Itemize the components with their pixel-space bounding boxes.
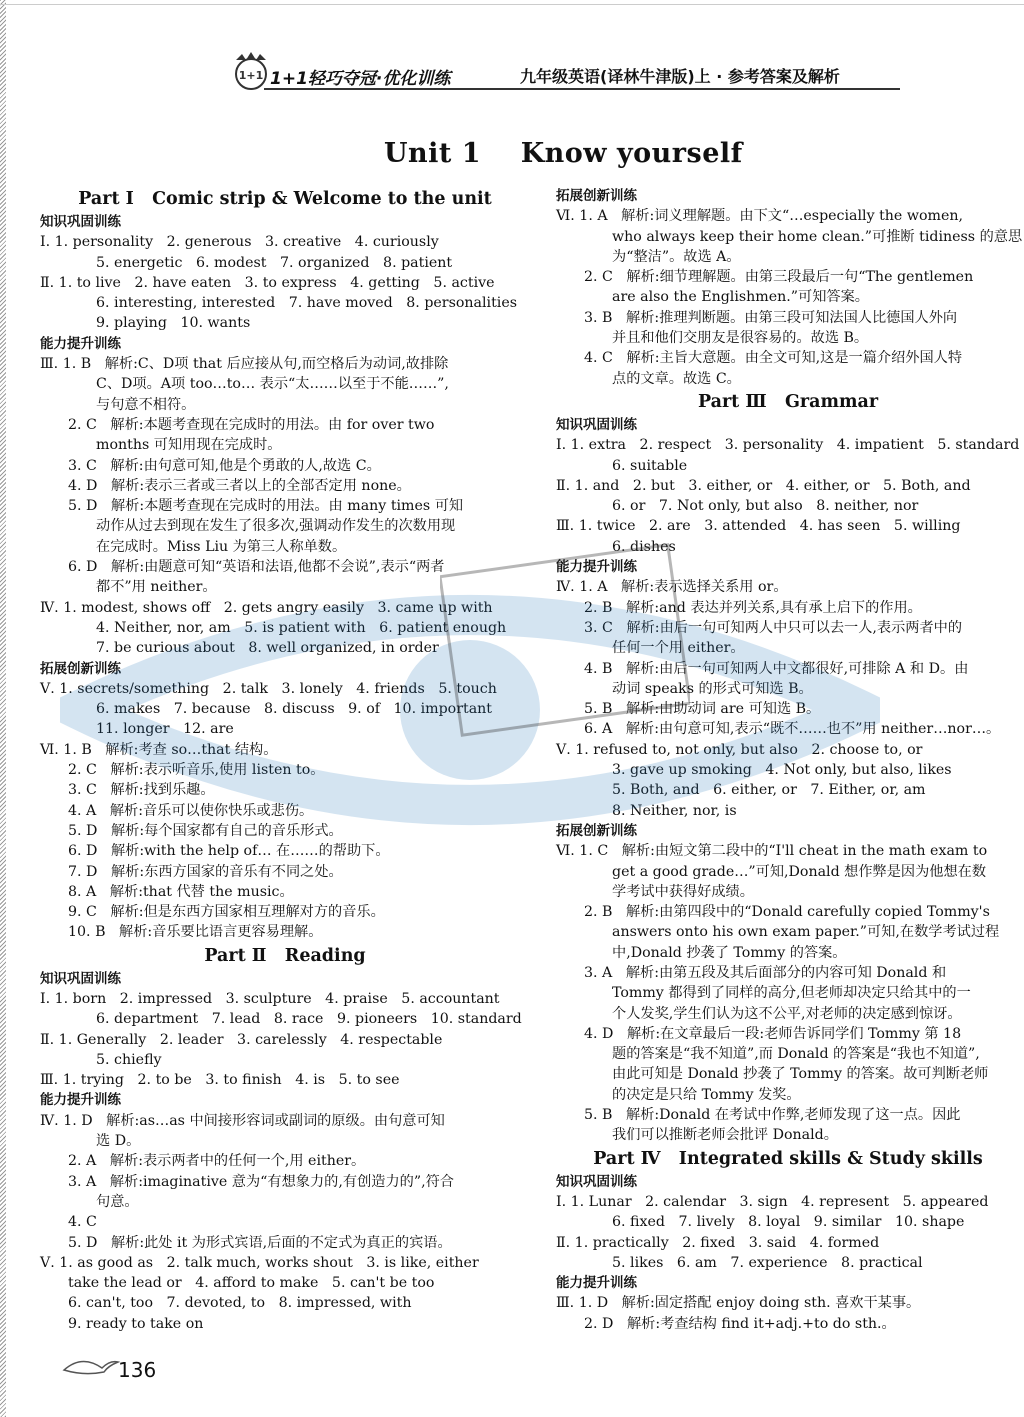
answer-line: 8. A 解析:that 代替 the music。 <box>68 883 294 900</box>
answer-line: 4. B 解析:由后一句可知两人中文都很好,可排除 A 和 D。由 <box>584 660 969 677</box>
page-header <box>210 58 900 92</box>
answer-line: are also the Englishmen.”可知答案。 <box>612 289 869 306</box>
answer-line: 6. A 解析:由句意可知,表示“既不……也不”用 neither…nor…。 <box>584 721 1001 738</box>
answer-line: 5. D 解析:本题考查现在完成时的用法。由 many times 可知 <box>68 498 464 515</box>
answer-line: 2. B 解析:and 表达并列关系,具有承上启下的作用。 <box>584 599 922 616</box>
section-heading: 知识巩固训练 <box>40 970 121 987</box>
answer-line: 2. D 解析:考查结构 find it+adj.+to do sth.。 <box>584 1315 896 1332</box>
answer-line: 3. C 解析:找到乐趣。 <box>68 782 215 799</box>
answer-line: 6. fixed 7. lively 8. loyal 9. similar 10. shape <box>612 1214 965 1231</box>
answer-line: 9. playing 10. wants <box>96 315 251 332</box>
answer-line: 2. A 解析:表示两者中的任何一个,用 either。 <box>68 1153 366 1170</box>
answer-line: Ⅰ. 1. Lunar 2. calendar 3. sign 4. represent 5. appeared <box>556 1193 989 1210</box>
answer-line: 2. C 解析:细节理解题。由第三段最后一句“The gentlemen <box>584 269 974 286</box>
answer-line: 在完成时。Miss Liu 为第三人称单数。 <box>96 538 347 555</box>
answer-line: 我们可以推断老师会批评 Donald。 <box>612 1127 838 1144</box>
answer-line: 5. Both, and 6. either, or 7. Either, or, am <box>612 782 926 799</box>
answer-line: 动词 speaks 的形式可知选 B。 <box>612 680 813 697</box>
answer-line: answers onto his own exam paper.”可知,在数学考试过程 <box>612 924 1000 941</box>
answer-line: get a good grade…”可知,Donald 想作弊是因为他想在数 <box>612 863 987 880</box>
answer-line: Tommy 都得到了同样的高分,但老师却决定只给其中的一 <box>612 985 971 1002</box>
answer-line: 3. C 解析:由句意可知,他是个勇敢的人,故选 C。 <box>68 457 381 474</box>
answer-line: 5. chiefly <box>96 1051 162 1068</box>
answer-line: Ⅵ. 1. A 解析:词义理解题。由下文“…especially the women, <box>556 208 964 225</box>
answer-line: Ⅰ. 1. born 2. impressed 3. sculpture 4. praise 5. accountant <box>40 990 500 1007</box>
answer-line: 6. suitable <box>612 457 688 474</box>
answer-line: 2. C 解析:本题考查现在完成时的用法。由 for over two <box>68 416 435 433</box>
answer-line: Ⅳ. 1. modest, shows off 2. gets angry easily 3. came up with <box>40 599 493 616</box>
section-heading: 知识巩固训练 <box>40 214 121 230</box>
header-subtitle: 九年级英语(译林牛津版)上 · 参考答案及解析 <box>520 67 840 86</box>
header-brand: 1+1轻巧夺冠·优化训练 <box>270 69 451 89</box>
section-heading: 拓展创新训练 <box>556 188 637 204</box>
answer-line: 与句意不相符。 <box>96 396 196 413</box>
section-heading: 知识巩固训练 <box>556 1173 637 1190</box>
answer-line: 中,Donald 抄袭了 Tommy 的答案。 <box>612 944 847 961</box>
answer-line: Ⅳ. 1. A 解析:表示选择关系用 or。 <box>556 579 788 596</box>
answer-line: Ⅵ. 1. B 解析:考查 so…that 结构。 <box>40 741 278 758</box>
answer-line: 9. ready to take on <box>68 1315 204 1332</box>
section-heading: 能力提升训练 <box>40 335 121 352</box>
page-number: 136 <box>118 1358 157 1382</box>
part-heading: Part Ⅰ Comic strip & Welcome to the unit <box>78 189 492 209</box>
answer-line: Ⅱ. 1. and 2. but 3. either, or 4. either, or 5. Both, and <box>556 477 971 494</box>
answer-line: 并且和他们交朋友是很容易的。故选 B。 <box>612 330 869 347</box>
answer-line: 10. B 解析:音乐要比语言更容易理解。 <box>68 924 323 941</box>
answer-line: Ⅰ. 1. extra 2. respect 3. personality 4. impatient 5. standard <box>556 437 1020 454</box>
answer-line: Ⅳ. 1. D 解析:as…as 中间接形容词或副词的原级。由句意可知 <box>40 1112 445 1129</box>
answer-line: 6. makes 7. because 8. discuss 9. of 10. important <box>96 701 492 718</box>
top-border <box>0 0 1024 5</box>
answer-line: Ⅱ. 1. to live 2. have eaten 3. to express 4. getting 5. active <box>40 274 495 291</box>
answer-line: 3. B 解析:推理判断题。由第三段可知法国人比德国人外向 <box>584 309 958 326</box>
answer-line: 7. D 解析:东西方国家的音乐有不同之处。 <box>68 863 343 880</box>
answer-line: Ⅵ. 1. C 解析:由短文第二段中的“I'll cheat in the math exam to <box>556 843 988 860</box>
answer-line: Ⅴ. 1. refused to, not only, but also 2. choose to, or <box>556 741 923 758</box>
answer-line: 5. D 解析:此处 it 为形式宾语,后面的不定式为真正的宾语。 <box>68 1234 452 1251</box>
answer-line: 的决定是只给 Tommy 发奖。 <box>612 1086 801 1103</box>
answer-line: 题的答案是“我不知道”,而 Donald 的答案是“我也不知道”, <box>612 1046 980 1063</box>
answer-line: 为“整洁”。故选 A。 <box>612 248 741 265</box>
answer-line: 都不”用 neither。 <box>96 579 217 596</box>
answer-line: 动作从过去到现在发生了很多次,强调动作发生的次数用现 <box>96 518 456 535</box>
part-heading: Part Ⅲ Grammar <box>697 391 879 412</box>
answer-line: 5. likes 6. am 7. experience 8. practical <box>612 1254 923 1271</box>
answer-line: 9. C 解析:但是东西方国家相互理解对方的音乐。 <box>68 904 385 921</box>
section-heading: 知识巩固训练 <box>556 416 637 433</box>
section-heading: 能力提升训练 <box>556 559 637 576</box>
answer-line: Ⅲ. 1. D 解析:固定搭配 enjoy doing sth. 喜欢干某事。 <box>556 1295 921 1312</box>
header-rule <box>264 88 900 90</box>
answer-line: Ⅱ. 1. practically 2. fixed 3. said 4. formed <box>556 1234 880 1251</box>
answer-line: 5. B 解析:Donald 在考试中作弊,老师发现了这一点。因此 <box>584 1107 961 1124</box>
answer-line: Ⅲ. 1. trying 2. to be 3. to finish 4. is 5. to see <box>40 1072 400 1089</box>
answer-line: 6. department 7. lead 8. race 9. pioneers 10. standard <box>96 1011 522 1028</box>
answer-line: 5. D 解析:每个国家都有自己的音乐形式。 <box>68 822 343 839</box>
answer-line: 11. longer 12. are <box>96 721 234 738</box>
answer-line: months 可知用现在完成时。 <box>96 437 282 454</box>
answer-line: 句意。 <box>96 1193 139 1210</box>
answer-line: Ⅲ. 1. B 解析:C、D项 that 后应接从句,而空格后为动词,故排除 <box>40 356 449 373</box>
bird-icon <box>62 1350 120 1380</box>
answer-line: who always keep their home clean.”可推断 tidiness 的意思 <box>612 228 1023 245</box>
answer-line: 4. D 解析:表示三者或三者以上的全部否定用 none。 <box>68 477 411 494</box>
answer-line: 6. or 7. Not only, but also 8. neither, nor <box>612 498 919 515</box>
answer-line: 4. A 解析:音乐可以使你快乐或悲伤。 <box>68 802 314 819</box>
answer-line: 7. be curious about 8. well organized, in order <box>96 640 439 657</box>
answer-line: 点的文章。故选 C。 <box>612 370 741 387</box>
answer-line: 2. C 解析:表示听音乐,使用 listen to。 <box>68 762 325 779</box>
answer-line: 6. can't, too 7. devoted, to 8. impressed, with <box>68 1295 412 1312</box>
answer-line: 选 D。 <box>96 1133 141 1150</box>
right-column <box>556 186 1023 1334</box>
left-column <box>40 186 530 1334</box>
page-edge <box>0 0 6 1417</box>
answer-line: 学考试中获得好成绩。 <box>612 883 754 900</box>
answer-line: 3. C 解析:由后一句可知两人中只可以去一人,表示两者中的 <box>584 619 963 636</box>
answer-line: 4. C <box>68 1214 97 1231</box>
answer-line: 3. gave up smoking 4. Not only, but also, likes <box>612 762 952 779</box>
answer-line: 3. A 解析:由第五段及其后面部分的内容可知 Donald 和 <box>584 964 947 981</box>
section-heading: 能力提升训练 <box>556 1275 637 1292</box>
section-heading: 能力提升训练 <box>40 1092 121 1109</box>
answer-line: 8. Neither, nor, is <box>612 802 737 819</box>
answer-line: 4. C 解析:主旨大意题。由全文可知,这是一篇介绍外国人特 <box>584 350 963 367</box>
answer-line: 4. Neither, nor, am 5. is patient with 6. patient enough <box>96 619 507 636</box>
answer-line: 6. D 解析:由题意可知“英语和法语,他都不会说”,表示“两者 <box>68 559 445 576</box>
answer-line: C、D项。A项 too…to… 表示“太……以至于不能……”, <box>96 376 449 393</box>
answer-line: Ⅰ. 1. personality 2. generous 3. creative 4. curiously <box>40 234 439 251</box>
svg-text:1+1: 1+1 <box>238 69 264 82</box>
answer-line: 任何一个用 either。 <box>612 640 745 657</box>
answer-line: 个人发奖,学生们认为这不公平,对老师的决定感到惊讶。 <box>612 1005 962 1022</box>
answer-line: 4. D 解析:在文章最后一段:老师告诉同学们 Tommy 第 18 <box>584 1025 962 1042</box>
answer-line: 2. B 解析:由第四段中的“Donald carefully copied Tommy's <box>584 904 990 921</box>
part-heading: Part Ⅳ Integrated skills & Study skills <box>593 1148 983 1169</box>
section-heading: 拓展创新训练 <box>556 822 637 839</box>
part-heading: Part Ⅱ Reading <box>204 945 366 966</box>
section-heading: 拓展创新训练 <box>40 660 121 677</box>
answer-line: Ⅲ. 1. twice 2. are 3. attended 4. has seen 5. willing <box>556 518 961 535</box>
answer-line: 5. B 解析:由助动词 are 可知选 B。 <box>584 701 821 718</box>
answer-line: 6. interesting, interested 7. have moved 8. personalities <box>96 295 517 312</box>
answer-line: 由此可知是 Donald 抄袭了 Tommy 的答案。故可判断老师 <box>612 1066 989 1083</box>
answer-line: take the lead or 4. afford to make 5. can't be too <box>68 1275 435 1292</box>
answer-line: 6. D 解析:with the help of… 在……的帮助下。 <box>68 843 390 860</box>
unit-title: Unit 1 Know yourself <box>384 138 743 169</box>
answer-line: 6. dishes <box>612 538 676 555</box>
answer-line: 3. A 解析:imaginative 意为“有想象力的,有创造力的”,符合 <box>68 1173 454 1190</box>
answer-line: Ⅱ. 1. Generally 2. leader 3. carelessly 4. respectable <box>40 1031 443 1048</box>
answer-line: Ⅴ. 1. as good as 2. talk much, works shout 3. is like, either <box>40 1254 479 1271</box>
answer-line: Ⅴ. 1. secrets/something 2. talk 3. lonely 4. friends 5. touch <box>40 680 497 697</box>
answer-line: 5. energetic 6. modest 7. organized 8. patient <box>96 254 453 271</box>
